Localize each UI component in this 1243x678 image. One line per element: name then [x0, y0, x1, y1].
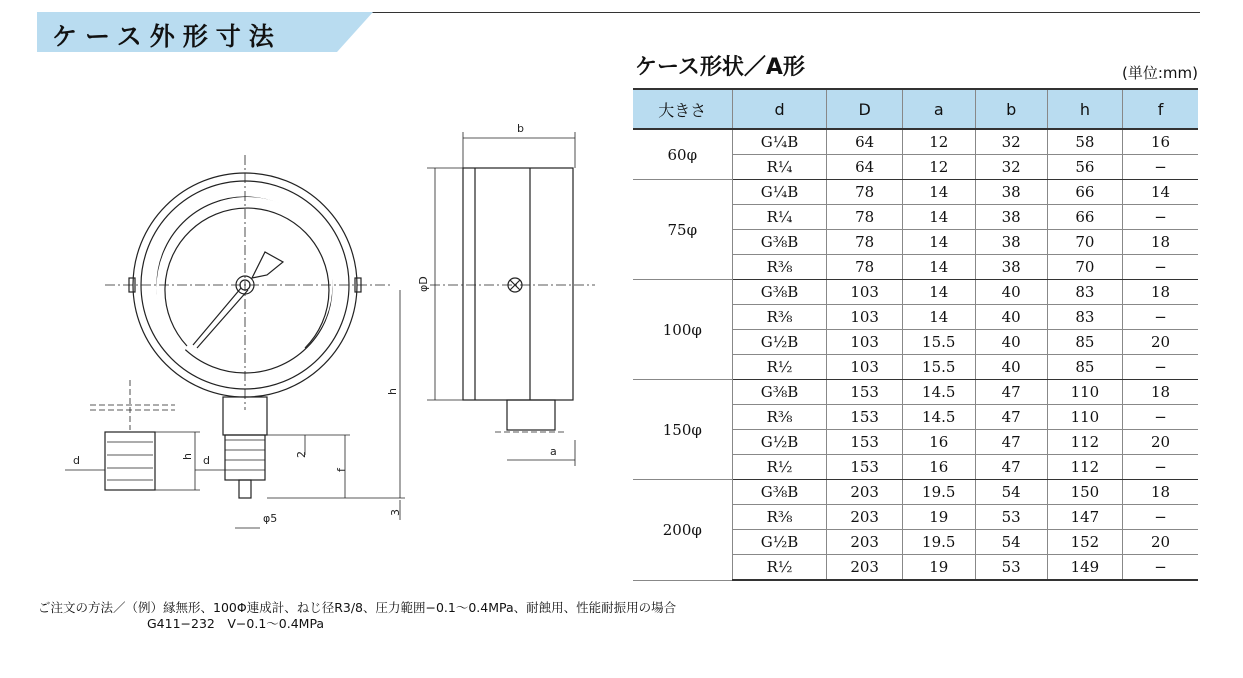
- table-cell: 20: [1123, 330, 1198, 355]
- table-cell: G⅜B: [732, 230, 827, 255]
- table-row: [633, 380, 1198, 405]
- table-cell: 14.5: [902, 405, 975, 430]
- table-cell: 78: [827, 205, 902, 230]
- table-cell: 18: [1123, 230, 1198, 255]
- size-cell: 200φ: [633, 480, 732, 581]
- table-cell: 110: [1047, 380, 1122, 405]
- table-cell: 14: [902, 280, 975, 305]
- table-cell: 103: [827, 330, 902, 355]
- table-cell: 53: [975, 555, 1047, 581]
- table-cell: 203: [827, 480, 902, 505]
- table-cell: 38: [975, 180, 1047, 205]
- dim-a-label: a: [550, 445, 557, 458]
- table-cell: 15.5: [902, 330, 975, 355]
- table-cell: 47: [975, 405, 1047, 430]
- table-cell: 19.5: [902, 530, 975, 555]
- table-cell: 19: [902, 505, 975, 530]
- dim-phi5-label: φ5: [263, 512, 278, 525]
- table-cell: 38: [975, 230, 1047, 255]
- table-cell: 47: [975, 380, 1047, 405]
- table-cell: 12: [902, 129, 975, 155]
- dim-d-left-label: d: [73, 454, 80, 467]
- table-cell: 14: [902, 305, 975, 330]
- order-note: ご注文の方法／（例）縁無形、100Φ連成計、ねじ径R3/8、圧力範囲−0.1〜0.4MPa、耐蝕用、性能耐振用の場合: [38, 600, 677, 615]
- table-cell: R⅜: [732, 305, 827, 330]
- table-cell: −: [1123, 155, 1198, 180]
- table-cell: 18: [1123, 280, 1198, 305]
- table-subtitle: ケース形状／A形: [635, 55, 805, 80]
- table-cell: 66: [1047, 180, 1122, 205]
- table-cell: 16: [902, 455, 975, 480]
- table-cell: −: [1123, 205, 1198, 230]
- table-cell: 19.5: [902, 480, 975, 505]
- dim-h-label: h: [386, 388, 399, 395]
- table-cell: 16: [902, 430, 975, 455]
- table-cell: 38: [975, 255, 1047, 280]
- table-cell: 150: [1047, 480, 1122, 505]
- table-cell: 112: [1047, 430, 1122, 455]
- table-cell: 85: [1047, 330, 1122, 355]
- size-cell: 100φ: [633, 280, 732, 380]
- table-cell: 153: [827, 380, 902, 405]
- table-cell: G⅜B: [732, 280, 827, 305]
- table-cell: G⅜B: [732, 380, 827, 405]
- table-cell: 14: [902, 205, 975, 230]
- table-row: [633, 280, 1198, 305]
- table-cell: 40: [975, 355, 1047, 380]
- table-header-cell: 大きさ: [633, 89, 732, 129]
- dim-b-label: b: [517, 122, 524, 135]
- table-cell: 14: [1123, 180, 1198, 205]
- table-cell: 56: [1047, 155, 1122, 180]
- table-cell: R⅜: [732, 255, 827, 280]
- table-cell: −: [1123, 355, 1198, 380]
- table-cell: G½B: [732, 430, 827, 455]
- table-cell: 203: [827, 530, 902, 555]
- table-cell: 47: [975, 430, 1047, 455]
- table-cell: 14.5: [902, 380, 975, 405]
- table-cell: 203: [827, 555, 902, 581]
- table-cell: 64: [827, 129, 902, 155]
- gauge-dimension-drawing: [55, 110, 615, 530]
- table-header-cell: b: [975, 89, 1047, 129]
- table-cell: G¼B: [732, 180, 827, 205]
- table-cell: −: [1123, 555, 1198, 581]
- table-cell: R¼: [732, 205, 827, 230]
- dimension-table: [633, 88, 1198, 581]
- table-cell: G¼B: [732, 129, 827, 155]
- table-cell: G⅜B: [732, 480, 827, 505]
- table-cell: 14: [902, 230, 975, 255]
- table-cell: −: [1123, 505, 1198, 530]
- table-cell: 64: [827, 155, 902, 180]
- table-cell: −: [1123, 255, 1198, 280]
- table-cell: −: [1123, 455, 1198, 480]
- table-cell: 20: [1123, 430, 1198, 455]
- table-cell: 149: [1047, 555, 1122, 581]
- table-header-cell: f: [1123, 89, 1198, 129]
- table-cell: 153: [827, 430, 902, 455]
- dim-f-label: f: [335, 468, 348, 472]
- table-cell: 112: [1047, 455, 1122, 480]
- table-cell: 70: [1047, 255, 1122, 280]
- table-cell: 54: [975, 530, 1047, 555]
- table-cell: 78: [827, 255, 902, 280]
- table-cell: 40: [975, 330, 1047, 355]
- table-cell: 103: [827, 280, 902, 305]
- table-cell: 153: [827, 405, 902, 430]
- size-cell: 75φ: [633, 180, 732, 280]
- table-cell: −: [1123, 305, 1198, 330]
- table-cell: 32: [975, 129, 1047, 155]
- table-cell: 78: [827, 230, 902, 255]
- table-row: [633, 480, 1198, 505]
- dim-phiD-label: φD: [417, 276, 430, 292]
- table-cell: 110: [1047, 405, 1122, 430]
- table-cell: 19: [902, 555, 975, 581]
- table-cell: 18: [1123, 480, 1198, 505]
- table-cell: 147: [1047, 505, 1122, 530]
- section-title: ケース外形寸法: [52, 22, 282, 51]
- table-cell: 38: [975, 205, 1047, 230]
- table-cell: 85: [1047, 355, 1122, 380]
- table-cell: 40: [975, 280, 1047, 305]
- size-cell: 60φ: [633, 129, 732, 180]
- dim-2-label: 2: [295, 451, 308, 458]
- table-cell: R⅜: [732, 505, 827, 530]
- table-cell: G½B: [732, 530, 827, 555]
- table-row: [633, 129, 1198, 155]
- table-cell: R½: [732, 355, 827, 380]
- table-cell: 32: [975, 155, 1047, 180]
- table-cell: 47: [975, 455, 1047, 480]
- table-cell: 66: [1047, 205, 1122, 230]
- table-cell: R½: [732, 555, 827, 581]
- table-header-cell: d: [732, 89, 827, 129]
- table-cell: 103: [827, 305, 902, 330]
- table-header-cell: h: [1047, 89, 1122, 129]
- table-cell: −: [1123, 405, 1198, 430]
- table-cell: 14: [902, 255, 975, 280]
- table-cell: R⅜: [732, 405, 827, 430]
- unit-label: (単位:mm): [1122, 64, 1198, 82]
- dim-d-mid-label: d: [203, 454, 210, 467]
- table-header-cell: D: [827, 89, 902, 129]
- table-cell: 203: [827, 505, 902, 530]
- table-cell: 78: [827, 180, 902, 205]
- table-cell: 12: [902, 155, 975, 180]
- table-cell: 103: [827, 355, 902, 380]
- table-cell: 54: [975, 480, 1047, 505]
- dim-h-left-label: h: [181, 453, 194, 460]
- table-cell: 70: [1047, 230, 1122, 255]
- table-cell: 153: [827, 455, 902, 480]
- table-cell: 83: [1047, 305, 1122, 330]
- table-cell: R¼: [732, 155, 827, 180]
- table-row: [633, 180, 1198, 205]
- table-cell: 15.5: [902, 355, 975, 380]
- table-cell: R½: [732, 455, 827, 480]
- table-cell: 152: [1047, 530, 1122, 555]
- table-cell: G½B: [732, 330, 827, 355]
- order-example: G411−232 V−0.1〜0.4MPa: [147, 616, 325, 631]
- dim-3-label: 3: [389, 509, 402, 516]
- table-cell: 18: [1123, 380, 1198, 405]
- table-cell: 53: [975, 505, 1047, 530]
- table-cell: 40: [975, 305, 1047, 330]
- table-cell: 16: [1123, 129, 1198, 155]
- size-cell: 150φ: [633, 380, 732, 480]
- table-cell: 14: [902, 180, 975, 205]
- table-cell: 58: [1047, 129, 1122, 155]
- table-cell: 20: [1123, 530, 1198, 555]
- table-cell: 83: [1047, 280, 1122, 305]
- table-header-cell: a: [902, 89, 975, 129]
